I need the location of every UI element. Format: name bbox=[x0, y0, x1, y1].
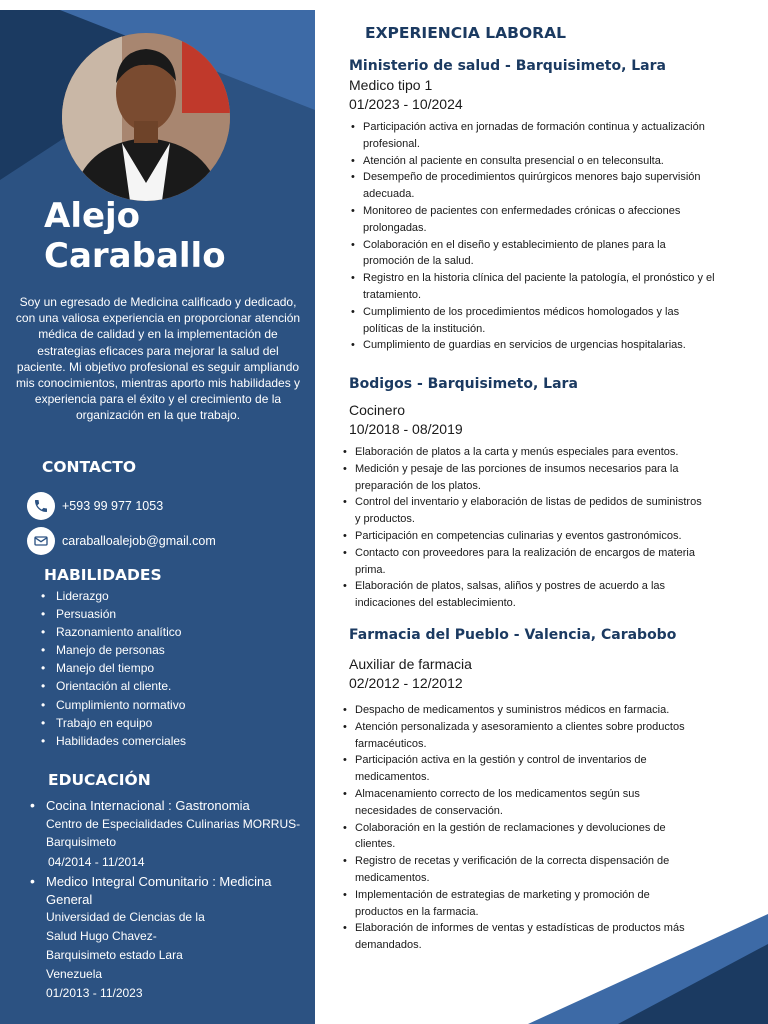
job-employer: Bodigos - Barquisimeto, Lara bbox=[349, 376, 578, 392]
duty-line: • Implementación de estrategias de marketing y promoción de bbox=[355, 888, 650, 901]
duty-line: prolongadas. bbox=[363, 221, 427, 234]
duty-item bbox=[349, 270, 715, 304]
education-degree bbox=[30, 873, 312, 908]
contact-title: CONTACTO bbox=[42, 458, 137, 476]
education-institution bbox=[30, 908, 312, 984]
duty-item bbox=[341, 853, 685, 887]
job-employer: Ministerio de salud - Barquisimeto, Lara bbox=[349, 58, 666, 74]
duty-line: • Participación en competencias culinarias y eventos gastronómicos. bbox=[355, 529, 682, 542]
profile-photo bbox=[62, 33, 230, 201]
skill-item: • Manejo de personas bbox=[41, 641, 186, 659]
education-title: EDUCACIÓN bbox=[48, 771, 151, 789]
job-dates: 02/2012 - 12/2012 bbox=[349, 675, 463, 691]
job-duties bbox=[349, 119, 715, 354]
decor-corner bbox=[468, 884, 768, 1024]
last-name: Caraballo bbox=[44, 236, 226, 276]
skills-title: HABILIDADES bbox=[44, 566, 162, 584]
education-institution-line: Barquisimeto bbox=[46, 834, 117, 849]
duty-line: • Almacenamiento correcto de los medicamentos según sus bbox=[355, 787, 640, 800]
duty-line: • Elaboración de platos, salsas, aliños y postres de acuerdo a las bbox=[355, 580, 666, 593]
duty-item bbox=[341, 494, 702, 528]
envelope-icon bbox=[27, 527, 55, 555]
education-institution-line: Centro de Especialidades Culinarias MORRUS- bbox=[46, 816, 301, 831]
skill-item: • Habilidades comerciales bbox=[41, 732, 186, 750]
job-role: Auxiliar de farmacia bbox=[349, 656, 472, 672]
duty-line: • Control del inventario y elaboración de listas de pedidos de suministros bbox=[355, 496, 702, 509]
duty-item bbox=[341, 786, 685, 820]
duty-line: • Cumplimiento de los procedimientos médicos homologados y las bbox=[363, 305, 680, 318]
duty-line: tratamiento. bbox=[363, 288, 422, 301]
duty-line: productos en la farmacia. bbox=[355, 905, 479, 918]
contact-email[interactable]: caraballoalejob@gmail.com bbox=[62, 534, 216, 548]
skill-item: • Persuasión bbox=[41, 605, 186, 623]
duty-line: promoción de la salud. bbox=[363, 255, 474, 268]
duty-line: farmacéuticos. bbox=[355, 737, 427, 750]
profile-name bbox=[44, 196, 226, 276]
education-dates: 04/2014 - 11/2014 bbox=[48, 854, 145, 869]
skill-item: • Trabajo en equipo bbox=[41, 714, 186, 732]
duty-line: • Atención al paciente en consulta presencial o en teleconsulta. bbox=[363, 154, 664, 167]
duty-line: adecuada. bbox=[363, 188, 415, 201]
contact-phone-row bbox=[27, 492, 163, 520]
duty-item bbox=[341, 702, 685, 719]
duty-line: y productos. bbox=[355, 513, 415, 526]
education-degree-line: • Medico Integral Comunitario : Medicina bbox=[46, 874, 272, 889]
duty-line: • Elaboración de platos a la carta y menús especiales para eventos. bbox=[355, 446, 679, 458]
education-degree-line: General bbox=[46, 891, 93, 907]
duty-line: • Participación activa en la gestión y control de inventarios de bbox=[355, 754, 647, 767]
education-institution bbox=[30, 815, 312, 851]
education-institution-line: Universidad de Ciencias de la bbox=[46, 910, 205, 924]
first-name: Alejo bbox=[44, 196, 141, 236]
duty-item bbox=[341, 820, 685, 854]
duty-line: preparación de los platos. bbox=[355, 479, 481, 492]
duty-line: • Atención personalizada y asesoramiento a clientes sobre productos bbox=[355, 720, 685, 733]
duty-line: • Colaboración en el diseño y establecimiento de planes para la bbox=[363, 238, 666, 251]
job-duties bbox=[341, 444, 702, 612]
experience-title: EXPERIENCIA LABORAL bbox=[365, 24, 566, 42]
duty-item bbox=[341, 545, 702, 579]
duty-line: prima. bbox=[355, 563, 386, 576]
education-degree: • Cocina Internacional : Gastronomia bbox=[30, 797, 312, 815]
skill-item: • Manejo del tiempo bbox=[41, 659, 186, 677]
duty-line: políticas de la institución. bbox=[363, 322, 486, 335]
contact-email-row bbox=[27, 527, 216, 555]
duty-line: medicamentos. bbox=[355, 771, 430, 784]
duty-line: • Cumplimiento de guardias en servicios de urgencias hospitalarias. bbox=[363, 339, 686, 352]
duty-line: indicaciones del establecimiento. bbox=[355, 597, 516, 610]
job-role: Cocinero bbox=[349, 402, 406, 418]
job-role: Medico tipo 1 bbox=[349, 77, 433, 93]
duty-item bbox=[349, 153, 715, 170]
phone-icon bbox=[27, 492, 55, 520]
duty-item bbox=[341, 719, 685, 753]
duty-line: medicamentos. bbox=[355, 871, 430, 884]
duty-item bbox=[349, 237, 715, 271]
duty-item bbox=[341, 528, 702, 545]
contact-phone[interactable]: +593 99 977 1053 bbox=[62, 499, 164, 513]
education-institution-line: Barquisimeto estado Lara bbox=[46, 948, 183, 962]
duty-line: • Registro de recetas y verificación de la correcta dispensación de bbox=[355, 855, 670, 868]
job-employer: Farmacia del Pueblo - Valencia, Carabobo bbox=[349, 627, 677, 643]
education-entry bbox=[30, 797, 312, 872]
job-dates: 10/2018 - 08/2019 bbox=[349, 421, 463, 437]
duty-item bbox=[341, 578, 702, 612]
skills-list bbox=[41, 587, 186, 750]
duty-line: • Colaboración en la gestión de reclamaciones y devoluciones de bbox=[355, 821, 666, 834]
skill-item: • Cumplimiento normativo bbox=[41, 696, 186, 714]
duty-item bbox=[349, 119, 715, 153]
duty-line: • Monitoreo de pacientes con enfermedades crónicas o afecciones bbox=[363, 204, 681, 217]
duty-line: • Desempeño de procedimientos quirúrgicos menores bajo supervisión bbox=[363, 171, 701, 184]
skill-item: • Orientación al cliente. bbox=[41, 677, 186, 695]
duty-line: • Medición y pesaje de las porciones de insumos necesarios para la bbox=[355, 462, 679, 475]
education-institution-line: Venezuela bbox=[46, 967, 103, 981]
duty-item bbox=[349, 203, 715, 237]
duty-item bbox=[349, 169, 715, 203]
duty-item bbox=[341, 444, 702, 461]
duty-line: • Contacto con proveedores para la realización de encargos de materia bbox=[355, 546, 695, 559]
education-institution-line: Salud Hugo Chavez- bbox=[46, 929, 157, 943]
skill-item: • Razonamiento analítico bbox=[41, 623, 186, 641]
skill-item: • Liderazgo bbox=[41, 587, 186, 605]
duty-item bbox=[349, 337, 715, 354]
duty-line: • Elaboración de informes de ventas y estadísticas de productos más bbox=[355, 922, 685, 935]
duty-item bbox=[349, 304, 715, 338]
duty-item bbox=[341, 461, 702, 495]
profile-summary: Soy un egresado de Medicina calificado y dedicado, con una valiosa experiencia en proporcionar atención médica de calidad y en la implementación de estrategias eficaces para mejorar la salud del paciente. Mi objetivo profesional es seguir ampliando mis conocimientos, mientras aporto mis habilidades y experiencia para el éxito y el crecimiento de la organización en la que trabajo. bbox=[15, 295, 301, 423]
duty-line: demandados. bbox=[355, 939, 422, 952]
education-dates: 01/2013 - 11/2023 bbox=[46, 986, 143, 1000]
duty-line: • Participación activa en jornadas de formación continua y actualización bbox=[363, 121, 705, 133]
duty-line: clientes. bbox=[355, 838, 396, 851]
duty-item bbox=[341, 752, 685, 786]
duty-line: necesidades de conservación. bbox=[355, 804, 503, 817]
duty-line: • Registro en la historia clínica del paciente la patología, el pronóstico y el bbox=[363, 272, 715, 285]
job-dates: 01/2023 - 10/2024 bbox=[349, 96, 463, 112]
duty-line: profesional. bbox=[363, 137, 420, 150]
education-entry bbox=[30, 873, 312, 1003]
duty-line: • Despacho de medicamentos y suministros médicos en farmacia. bbox=[355, 704, 670, 716]
